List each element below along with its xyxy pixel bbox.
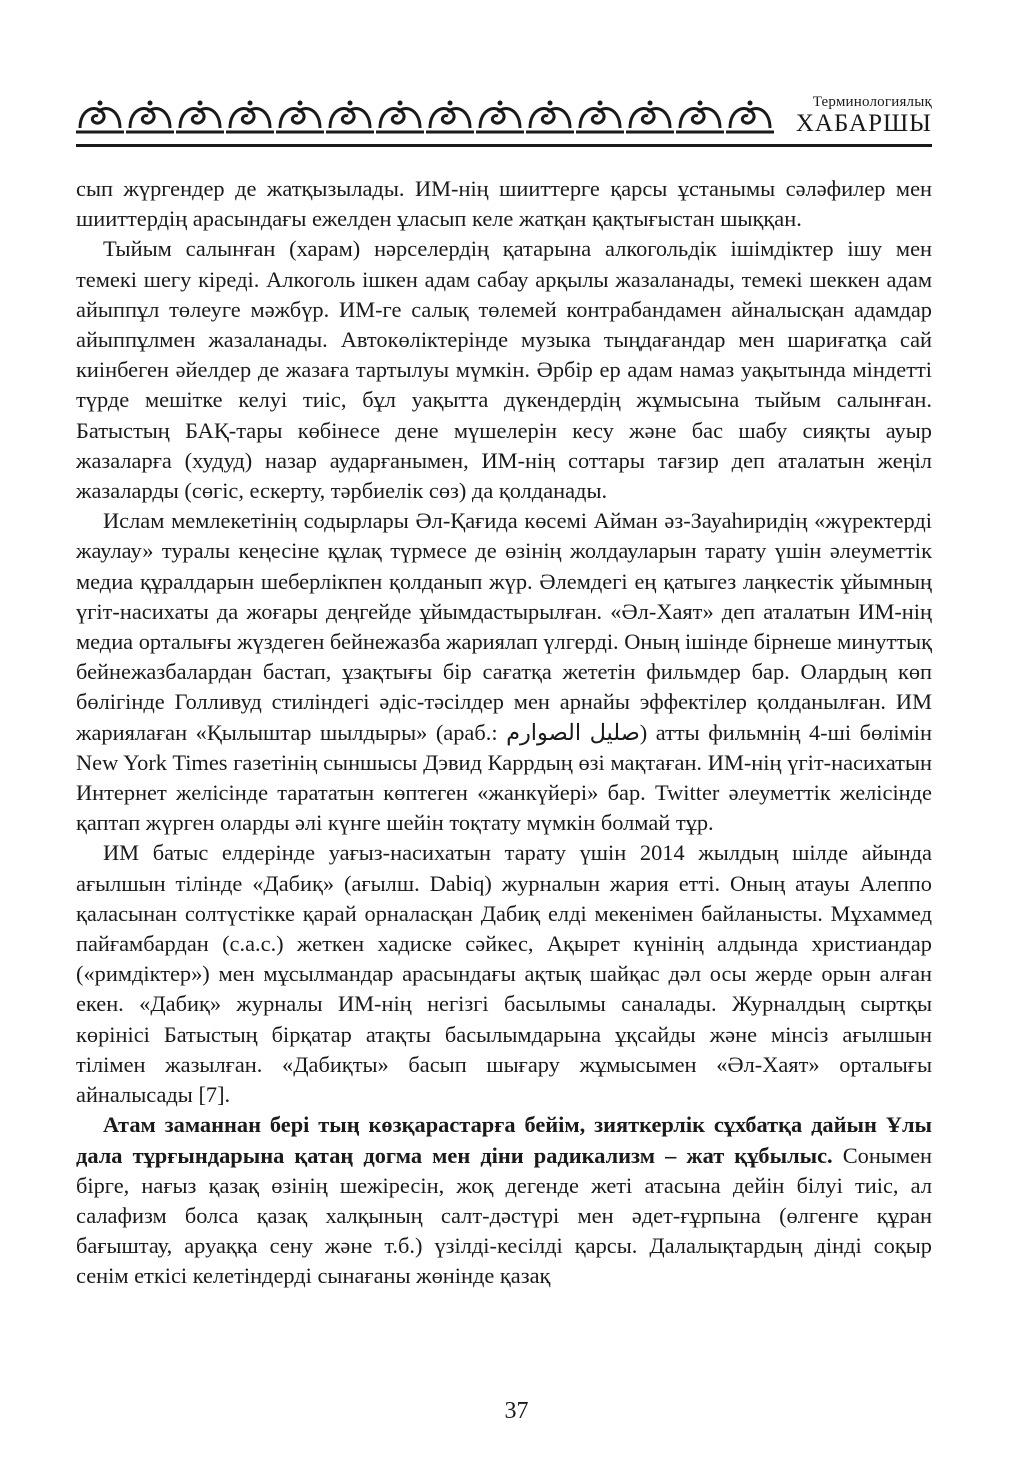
ornament-motif: [376, 101, 424, 133]
ornament-motif: [476, 101, 524, 133]
journal-subtitle: Терминологиялық: [812, 94, 932, 110]
ornament-motif: [676, 101, 724, 133]
paragraph-5-bold: Атам заманнан бері тың көзқарастарға бейім, зияткерлік сұхбатқа дайын Ұлы дала тұрғындарына қатаң догма мен діни радикализм – жат құбылыс.: [76, 1112, 932, 1168]
ornament-motif: [326, 101, 374, 133]
paragraph-2: Тыйым салынған (харам) нәрселердің қатарына алкогольдік ішімдіктер ішу мен темекі шегу кіреді. Алкоголь ішкен адам сабау арқылы жазаланады, темекі шеккен адам айыппұл төлеуге мәжбүр. ИМ-ге салық төлемей контрабандамен айналысқан адамдар айыппұлмен жазаланады. Автокөліктерінде музыка тыңдағандар мен шариғатқа сай киінбеген әйелдер де жазаға тартылуы мүмкін. Әрбір ер адам намаз уақытында міндетті түрде мешітке келуі тиіс, бұл уақытта дүкендердің жұмысына тыйым салынған. Батыстың БАҚ-тары көбінесе дене мүшелерін кесу және бас шабу сияқты ауыр жазаларға (худуд) назар аударғанымен, ИМ-нің соттары тағзир деп аталатын жеңіл жазаларды (сөгіс, ескерту, тәрбиелік сөз) да қолданады.: [76, 236, 932, 504]
ornament-motif: [426, 101, 474, 133]
paragraph-5-rest: Сонымен бірге, нағыз қазақ өзінің шежіресін, жоқ дегенде жеті атасына дейін білуі тиіс, ал салафизм болса қазақ халқының салт-дәстүрі мен әдет-ғұрпына (өлгенге құран бағыштау, аруаққа сену және т.б.) үзілді-кесілді қарсы. Далалықтардың дінді соқыр сенім еткісі келетіндерді сынағаны жөнінде қазақ: [76, 1142, 932, 1289]
paragraph-1: сып жүргендер де жатқызылады. ИМ-нің шииттерге қарсы ұстанымы сәләфилер мен шииттердің арасындағы ежелден ұласып келе жатқан қақтығыстан шыққан.: [76, 176, 932, 232]
ornament-border: [76, 98, 776, 138]
article-body: [76, 174, 932, 1292]
journal-name: [782, 92, 932, 144]
paragraph-3: Ислам мемлекетінің содырлары Әл-Қағида көсемі Айман әз-Зауаһиридің «жүректерді жаулау» туралы кеңесіне құлақ түрмесе де өзінің жолдауларын тарату үшін әлеуметтік медиа құралдарын шеберлікпен қолданып жүр. Әлемдегі ең қатыгез лаңкестік ұйымның үгіт-насихаты да жоғары деңгейде ұйымдастырылған. «Әл-Хаят» деп аталатын ИМ-нің медиа орталығы жүздеген бейнежазба жариялап үлгерді. Оның ішінде бірнеше минуттық бейнежазбалардан бастап, ұзақтығы бір сағатқа жететін фильмдер бар. Олардың көп бөлігінде Голливуд стиліндегі әдіс-тәсілдер мен арнайы эффектілер қолданылған. ИМ жариялаған «Қылыштар шылдыры» (араб.: صليل الصوارم) атты фильмнің 4-ші бөлімін New York Times газетінің сыншысы Дэвид Каррдың өзі мақтаған. ИМ-нің үгіт-насихатын Интернет желісінде тарататын көптеген «жанкүйері» бар. Twitter әлеуметтік желісінде қаптап жүрген оларды әлі күнге шейін тоқтату мүмкін болмай тұр.: [76, 508, 932, 836]
page-header: [76, 92, 932, 144]
ornament-motif: [126, 101, 174, 133]
paragraph-4: ИМ батыс елдерінде уағыз-насихатын тарату үшін 2014 жылдың шілде айында ағылшын тілінде «Дабиқ» (ағылш. Dabiq) журналын жария етті. Оның атауы Алеппо қаласынан солтүстікке қарай орналасқан Дабиқ елді мекенімен байланысты. Мұхаммед пайғамбардан (с.а.с.) жеткен хадиске сәйкес, Ақырет күнінің алдында христиандар («римдіктер») мен мұсылмандар арасындағы ақтық шайқас дәл осы жерде орын алған екен. «Дабиқ» журналы ИМ-нің негізгі басылымы саналады. Журналдың сыртқы көрінісі Батыстың бірқатар атақты басылымдарына ұқсайды және мінсіз ағылшын тілімен жазылған. «Дабиқты» басып шығару жұмысымен «Әл-Хаят» орталығы айналысады [7].: [76, 840, 932, 1108]
ornament-motif: [576, 101, 624, 133]
paragraph-5: [76, 1110, 932, 1291]
ornament-motif: [76, 101, 124, 133]
ornament-motif: [526, 101, 574, 133]
page-number: 37: [504, 1398, 529, 1424]
ornament-motif: [176, 101, 224, 133]
journal-title: ХАБАРШЫ: [795, 110, 932, 137]
ornament-motif: [726, 101, 774, 133]
ornament-motif: [226, 101, 274, 133]
ornament-motif: [626, 101, 674, 133]
ornament-motif: [276, 101, 324, 133]
header-rule: [76, 144, 932, 147]
